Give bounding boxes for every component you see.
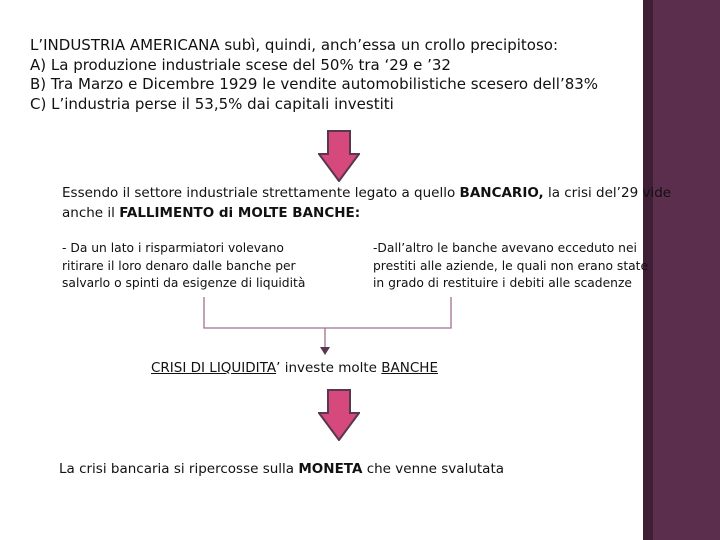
liquidity-crisis-mid: ’ investe molte xyxy=(276,360,382,376)
intro-heading: L’INDUSTRIA AMERICANA subì, quindi, anch’essa un crollo precipitoso: xyxy=(30,36,559,54)
currency-line xyxy=(59,461,504,477)
banks-line-3: in grado di restituire i debiti alle scadenze xyxy=(373,276,632,290)
down-arrow-icon xyxy=(318,389,360,441)
currency-text-1: La crisi bancaria si ripercosse sulla xyxy=(59,461,299,477)
currency-text-2: che venne svalutata xyxy=(362,461,505,477)
liquidity-banks-term: BANCHE xyxy=(381,360,438,376)
bank-paragraph-bancario: BANCARIO, xyxy=(459,185,544,201)
liquidity-crisis-term: CRISI DI LIQUIDITA xyxy=(151,360,277,376)
bank-paragraph-text-1: Essendo il settore industriale strettamente legato a quello xyxy=(62,185,460,201)
savers-column xyxy=(62,240,322,293)
bank-paragraph xyxy=(62,183,702,223)
intro-block xyxy=(30,36,670,114)
savers-line-2: ritirare il loro denaro dalle banche per xyxy=(62,258,296,273)
savers-line-3: salvarlo o spinti da esigenze di liquidità xyxy=(62,276,306,290)
savers-line-1: - Da un lato i risparmiatori volevano xyxy=(62,241,284,255)
down-arrow-icon xyxy=(318,130,360,182)
bracket-connector xyxy=(198,295,458,357)
intro-item-b: B) Tra Marzo e Dicembre 1929 le vendite automobilistiche scesero dell’83% xyxy=(30,75,599,93)
banks-line-2: prestiti alle aziende, le quali non erano state xyxy=(373,258,649,273)
bank-paragraph-fallimento: FALLIMENTO di MOLTE BANCHE: xyxy=(119,205,361,221)
banks-line-1: -Dall’altro le banche avevano ecceduto nei xyxy=(373,241,637,255)
intro-item-c: C) L’industria perse il 53,5% dai capitali investiti xyxy=(30,94,394,113)
currency-moneta: MONETA xyxy=(298,461,363,477)
intro-item-a: A) La produzione industriale scese del 50% tra ‘29 e ’32 xyxy=(30,55,451,74)
bank-paragraph-text-3: anche il xyxy=(62,205,120,221)
banks-column xyxy=(373,240,653,293)
bank-paragraph-text-2: la crisi del’29 vide xyxy=(543,185,672,201)
liquidity-crisis-line xyxy=(151,360,438,376)
